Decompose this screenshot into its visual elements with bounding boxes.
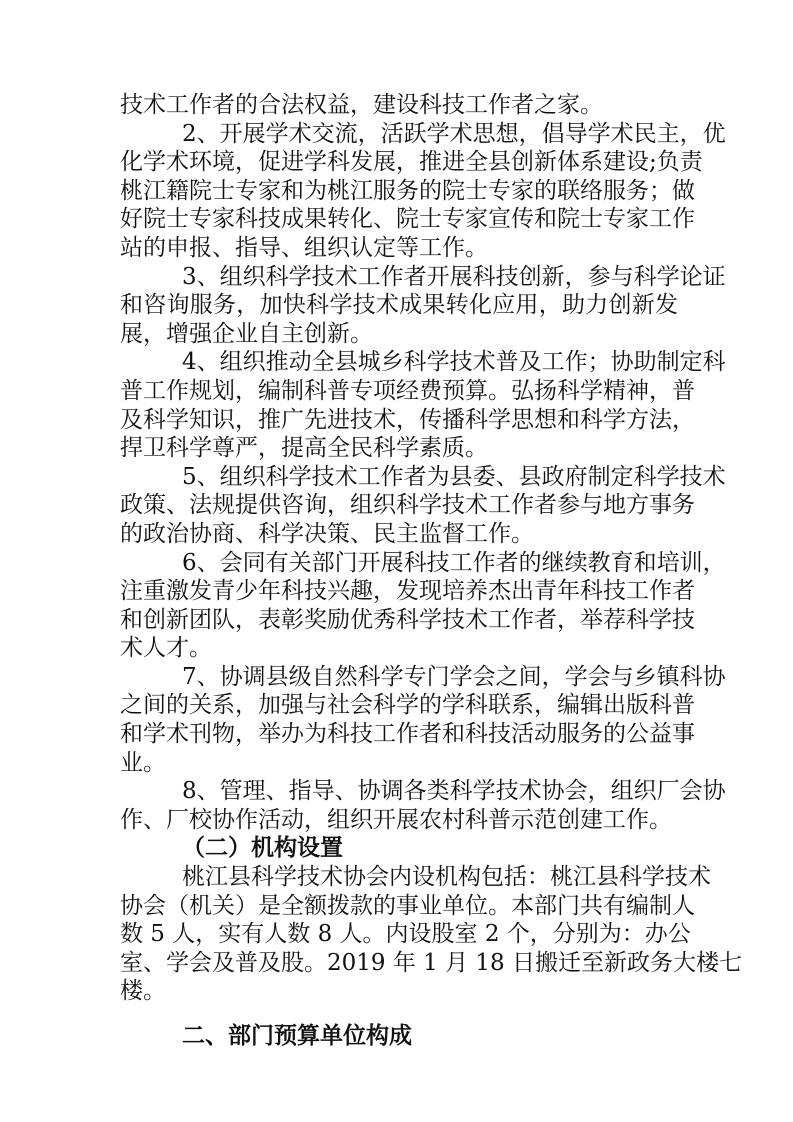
text-line: 技术工作者的合法权益，建设科技工作者之家。: [120, 92, 603, 118]
paragraph: [120, 663, 726, 777]
text-line: （二）机构设置: [182, 834, 343, 862]
text-line: 之间的关系，加强与社会科学的学科联系，编辑出版科普: [120, 692, 695, 719]
text-line: 注重激发青少年科技兴趣，发现培养杰出青年科技工作者: [120, 578, 695, 605]
paragraph: [120, 863, 742, 1006]
text-line: 好院士专家科技成果转化、院士专家宣传和院士专家工作: [120, 206, 695, 233]
paragraph: [120, 777, 726, 834]
text-line: 桃江县科学技术协会内设机构包括：桃江县科学技术: [182, 864, 711, 891]
text-line: 7、协调县级自然科学专门学会之间，学会与乡镇科协: [182, 663, 726, 690]
text-line: 化学术环境，促进学科发展，推进全县创新体系建设;负责: [120, 149, 703, 176]
text-line: 2、开展学术交流，活跃学术思想，倡导学术民主，优: [182, 120, 726, 147]
text-line: 和咨询服务，加快科学技术成果转化应用，助力创新发: [120, 292, 678, 319]
paragraph: [120, 91, 678, 120]
text-line: 普工作规划，编制科普专项经费预算。弘扬科学精神，普: [120, 377, 695, 404]
text-line: 展，增强企业自主创新。: [120, 320, 373, 347]
text-line: 3、组织科学技术工作者开展科技创新，参与科学论证: [182, 263, 726, 290]
text-line: 及科学知识，推广先进技术，传播科学思想和科学方法，: [120, 406, 695, 433]
text-line: 政策、法规提供咨询，组织科学技术工作者参与地方事务: [120, 492, 695, 519]
text-line: 5、组织科学技术工作者为县委、县政府制定科学技术: [182, 463, 726, 490]
text-line: 二、部门预算单位构成: [182, 1022, 412, 1049]
paragraph: [120, 549, 726, 663]
text-line: 桃江籍院士专家和为桃江服务的院士专家的联络服务；做: [120, 177, 695, 204]
paragraph: [120, 263, 726, 349]
text-line: 作、厂校协作活动，组织开展农村科普示范创建工作。: [120, 806, 672, 833]
text-line: 的政治协商、科学决策、民主监督工作。: [120, 520, 534, 547]
paragraph: [120, 463, 726, 549]
text-line: 协会（机关）是全额拨款的事业单位。本部门共有编制人: [120, 892, 695, 919]
section-heading: [120, 1022, 678, 1051]
text-line: 楼。: [120, 978, 166, 1005]
text-line: 室、学会及普及股。2019 年 1 月 18 日搬迁至新政务大楼七: [120, 949, 742, 976]
document-page: [120, 91, 742, 1051]
text-line: 和创新团队，表彰奖励优秀科学技术工作者，举荐科学技: [120, 606, 695, 633]
text-line: 6、会同有关部门开展科技工作者的继续教育和培训，: [182, 549, 726, 576]
paragraph: [120, 120, 726, 263]
text-line: 和学术刊物，举办为科技工作者和科技活动服务的公益事: [120, 721, 695, 748]
text-line: 站的申报、指导、组织认定等工作。: [120, 234, 488, 261]
text-line: 术人才。: [120, 635, 212, 662]
text-line: 4、组织推动全县城乡科学技术普及工作；协助制定科: [182, 349, 726, 376]
text-line: 业。: [120, 749, 166, 776]
paragraph: [120, 348, 726, 462]
text-line: 数 5 人，实有人数 8 人。内设股室 2 个，分别为：办公: [120, 921, 691, 948]
text-line: 捍卫科学尊严，提高全民科学素质。: [120, 435, 488, 462]
section-heading: [120, 834, 678, 863]
text-line: 8、管理、指导、协调各类科学技术协会，组织厂会协: [182, 778, 726, 805]
